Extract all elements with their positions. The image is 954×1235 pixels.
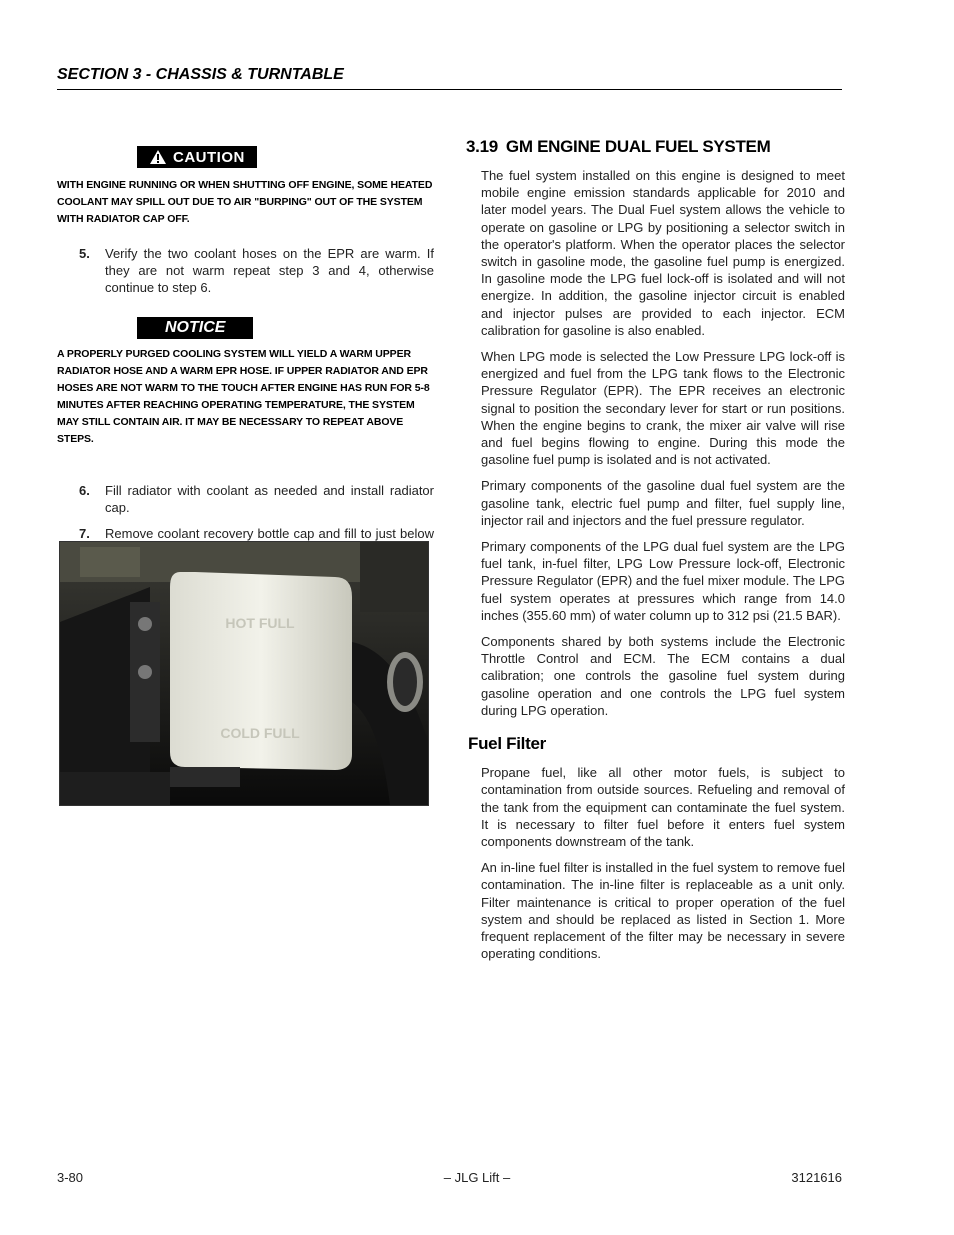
section-header-title: SECTION 3 - CHASSIS & TURNTABLE — [57, 66, 344, 83]
right-column — [466, 137, 845, 971]
left-column — [57, 146, 434, 559]
section-number: 3.19 — [466, 137, 498, 156]
notice-label: NOTICE — [137, 317, 253, 339]
subsection-title: Fuel Filter — [468, 734, 546, 754]
notice-text: A PROPERLY PURGED COOLING SYSTEM WILL YIELD A WARM UPPER RADIATOR HOSE AND A WARM EPR HOSE. IF UPPER RADIATOR AND EPR HOSES ARE NOT WARM TO THE TOUCH AFTER ENGINE HAS RUN FOR 5-8 MINUTES AFTER REACHING OPERATING TEMPERATURE, THE SYSTEM MAY STILL CONTAIN AIR. IT MAY BE NECESSARY TO REPEAT ABOVE STEPS. — [57, 348, 430, 445]
step-number: 7. — [79, 526, 90, 541]
caution-text: WITH ENGINE RUNNING OR WHEN SHUTTING OFF ENGINE, SOME HEATED COOLANT MAY SPILL OUT DUE TO AIR "BURPING" OUT OF THE SYSTEM WITH RADIATOR CAP OFF. — [57, 179, 433, 225]
paragraph: Primary components of the LPG dual fuel system are the LPG fuel tank, in-fuel filter, LPG Low Pressure lock-off, Electronic Pressure Regulator (EPR) and the fuel mixer module. The LPG fuel system operates at pressures which range from 14.0 inches (355.60 mm) of water column up to 312 psi (21.5 BAR). — [481, 539, 845, 623]
paragraph: An in-line fuel filter is installed in the fuel system to remove fuel contamination. The in-line filter is replaceable as a unit only. Filter maintenance is critical to proper operation of the fuel system and should be replaced as listed in Section 1. More frequent replacement of the filter may be necessary in severe operating conditions. — [481, 860, 845, 962]
paragraph: Components shared by both systems include the Electronic Throttle Control and ECM. The ECM contains a dual calibration; one controls the gasoline fuel system during gasoline operation and one controls the LPG fuel system during LPG operation. — [481, 634, 845, 718]
step-number: 5. — [79, 246, 90, 261]
paragraph: When LPG mode is selected the Low Pressure LPG lock-off is energized and fuel from the LPG tank flows to the Electronic Pressure Regulator (EPR). The EPR receives an electronic signal to position the secondary lever for start or run positions. When the engine begins to crank, the mixer air valve will rise and fuel begins flowing to engine. During this mode the gasoline fuel pump is isolated and is not activated. — [481, 349, 845, 468]
document-number: 3121616 — [791, 1170, 842, 1185]
step-6 — [57, 482, 434, 516]
step-number: 6. — [79, 483, 90, 498]
caution-label-text: CAUTION — [173, 148, 245, 166]
page-number: 3-80 — [57, 1170, 84, 1185]
paragraph: The fuel system installed on this engine is designed to meet mobile engine emission standards applicable for 2010 and later model years. The Dual Fuel system allows the vehicle to operate on gasoline or LPG by positioning a selector switch in the operator's platform. When the operator places the selector switch in gasoline mode, the gasoline fuel pump is energized. In gasoline mode the LPG fuel lock-off is isolated and will not energize. In addition, the gasoline injector circuit is enabled and injector pulses are provided to each injector. ECM calibration for gasoline is also enabled. — [481, 168, 845, 338]
footer-brand: – JLG Lift – — [443, 1170, 511, 1185]
section-heading — [466, 137, 845, 157]
bottle-illustration — [60, 542, 428, 805]
paragraph: Primary components of the gasoline dual fuel system are the gasoline tank, electric fuel pump and filter, fuel supply line, injector rail and injectors and the fuel pressure regulator. — [481, 478, 845, 528]
hot-full-mark: HOT FULL — [225, 615, 295, 631]
paragraph: Propane fuel, like all other motor fuels, is subject to contamination from outside sources. Refueling and removal of the tank from the equipment can contaminate the fuel system. It is necessary to filter fuel before it enters fuel system components downstream of the tank. — [481, 765, 845, 849]
step-text: Fill radiator with coolant as needed and install radiator cap. — [105, 483, 434, 515]
step-text: Remove coolant recovery bottle cap and fill to just below — [105, 526, 434, 541]
step-text: Verify the two coolant hoses on the EPR are warm. If they are not warm repeat step 3 and 4, otherwise continue to step 6. — [105, 246, 434, 295]
coolant-recovery-bottle-photo — [59, 541, 429, 806]
header-divider — [57, 89, 842, 90]
warning-triangle-icon — [149, 149, 167, 165]
step-5 — [57, 245, 434, 296]
section-title: GM ENGINE DUAL FUEL SYSTEM — [505, 137, 771, 156]
cold-full-mark: COLD FULL — [220, 725, 300, 741]
caution-label — [137, 146, 257, 168]
